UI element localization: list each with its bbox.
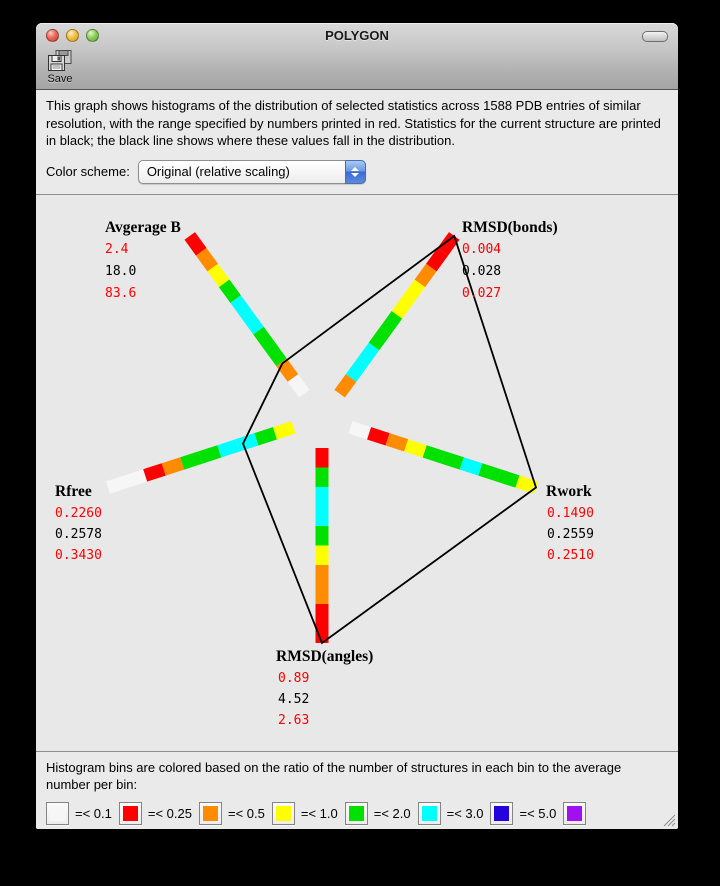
axis-range-value: 2.63 [278, 712, 310, 728]
histogram-bin [408, 283, 419, 299]
legend-swatch-green[interactable] [345, 802, 368, 825]
axis-current-value: 0.028 [462, 263, 502, 279]
title-bar[interactable] [36, 23, 678, 48]
swatch-color [276, 806, 291, 821]
axis-current-value: 0.2559 [547, 526, 594, 542]
color-scheme-select[interactable] [138, 160, 366, 184]
swatch-color [50, 806, 65, 821]
axis-title: Rfree [55, 482, 92, 500]
legend-swatch-cyan[interactable] [418, 802, 441, 825]
legend-description: Histogram bins are colored based on the ratio of the number of structures in each bin to the average number per bin: [46, 759, 622, 792]
histogram-bin [425, 451, 444, 457]
legend-swatch-purple[interactable] [563, 802, 586, 825]
legend-item [199, 802, 272, 825]
histogram-bin [259, 330, 270, 346]
legend-swatch-yellow[interactable] [272, 802, 295, 825]
legend-label: =< 0.25 [147, 805, 192, 821]
axis-title: RMSD(angles) [276, 647, 374, 665]
histogram-bin [443, 457, 462, 463]
axis-title: Rwork [546, 482, 592, 500]
swatch-color [349, 806, 364, 821]
legend-item [418, 802, 491, 825]
footer-panel [36, 752, 678, 830]
save-button[interactable] [46, 49, 74, 85]
axis-range-value: 2.4 [105, 241, 129, 257]
color-scheme-value: Original (relative scaling) [146, 164, 290, 179]
histogram-bin [275, 427, 294, 433]
histogram-bin [480, 469, 499, 475]
histogram-bin [351, 427, 370, 433]
chevron-up-icon [351, 167, 359, 171]
swatch-color [203, 806, 218, 821]
histogram-bin [340, 377, 351, 393]
histogram-bin [190, 235, 201, 251]
legend-item [272, 802, 345, 825]
save-icon [46, 49, 74, 73]
axis-range-value: 0.004 [462, 241, 502, 257]
axis-title: RMSD(bonds) [462, 218, 558, 236]
color-scheme-row [46, 160, 668, 184]
legend-swatch-blue[interactable] [490, 802, 513, 825]
histogram-bin [431, 251, 442, 267]
polygon-plot [36, 195, 676, 751]
histogram-bin [385, 314, 396, 330]
axis-current-value: 4.52 [278, 691, 310, 707]
axis-range-value: 0.89 [278, 670, 310, 686]
legend-label: =< 5.0 [519, 805, 557, 821]
plot-description: This graph shows histograms of the distribution of selected statistics across 1588 PDB entries of similar resolution, with the range specified by numbers printed in red. Statistics for the current structure are printed in black; the black line shows where these values fall in the distribution. [46, 98, 661, 148]
resize-grip-icon[interactable] [662, 813, 676, 827]
histogram-bin [397, 299, 408, 315]
histogram-bin [293, 377, 304, 393]
axis-title: Avgerage B [105, 218, 181, 236]
polygon-window [36, 23, 678, 829]
histogram-bin [164, 463, 183, 469]
histogram-bin [462, 463, 481, 469]
histogram-bin [281, 362, 292, 378]
axis-range-value: 0.2260 [55, 505, 102, 521]
plot-area [36, 195, 678, 752]
axis-range-value: 0.2510 [547, 547, 594, 563]
histogram-bin [517, 481, 536, 487]
legend-label: =< 0.1 [75, 805, 112, 821]
save-button-label: Save [47, 73, 73, 85]
legend-swatch-white[interactable] [46, 802, 69, 825]
histogram-bin [406, 445, 425, 451]
histogram-bin [369, 433, 388, 439]
legend-swatch-orange[interactable] [199, 802, 222, 825]
histogram-bin [270, 346, 281, 362]
toolbar-toggle-button[interactable] [642, 31, 668, 42]
histogram-bin [256, 433, 275, 439]
legend-item [563, 802, 586, 825]
legend-swatch-red[interactable] [119, 802, 142, 825]
axis-range-value: 83.6 [105, 285, 137, 301]
window-title: POLYGON [325, 28, 389, 43]
histogram-bin [247, 314, 258, 330]
histogram-bin [236, 299, 247, 315]
legend-item [46, 802, 119, 825]
legend-item [490, 802, 563, 825]
legend-item [119, 802, 199, 825]
swatch-color [422, 806, 437, 821]
axis-range-value: 0.1490 [547, 505, 594, 521]
legend-label: =< 3.0 [446, 805, 484, 821]
chevron-down-icon [351, 173, 359, 177]
popup-stepper [345, 160, 366, 184]
histogram-bin [213, 267, 224, 283]
histogram-bin [201, 251, 212, 267]
window-header [36, 23, 678, 90]
swatch-color [123, 806, 138, 821]
histogram-bin [108, 481, 127, 487]
info-panel [36, 90, 678, 195]
histogram-bin [420, 267, 431, 283]
legend-row [46, 802, 668, 825]
legend-label: =< 2.0 [373, 805, 411, 821]
color-scheme-label: Color scheme: [46, 164, 130, 179]
toolbar [36, 48, 678, 89]
legend-label: =< 0.5 [227, 805, 265, 821]
axis-current-value: 0.2578 [55, 526, 102, 542]
axis-range-value: 0.027 [462, 285, 502, 301]
histogram-bin [238, 439, 257, 445]
histogram-bin [127, 475, 146, 481]
swatch-color [567, 806, 582, 821]
legend-item [345, 802, 418, 825]
histogram-bin [351, 362, 362, 378]
axis-current-value: 18.0 [105, 263, 137, 279]
histogram-bin [145, 469, 164, 475]
histogram-bin [182, 457, 201, 463]
histogram-bin [363, 346, 374, 362]
swatch-color [494, 806, 509, 821]
legend-label: =< 1.0 [300, 805, 338, 821]
histogram-bin [388, 439, 407, 445]
histogram-bin [499, 475, 518, 481]
histogram-bin [201, 451, 220, 457]
histogram-bin [219, 445, 238, 451]
histogram-bin [374, 330, 385, 346]
histogram-bin [224, 283, 235, 299]
axis-range-value: 0.3430 [55, 547, 102, 563]
